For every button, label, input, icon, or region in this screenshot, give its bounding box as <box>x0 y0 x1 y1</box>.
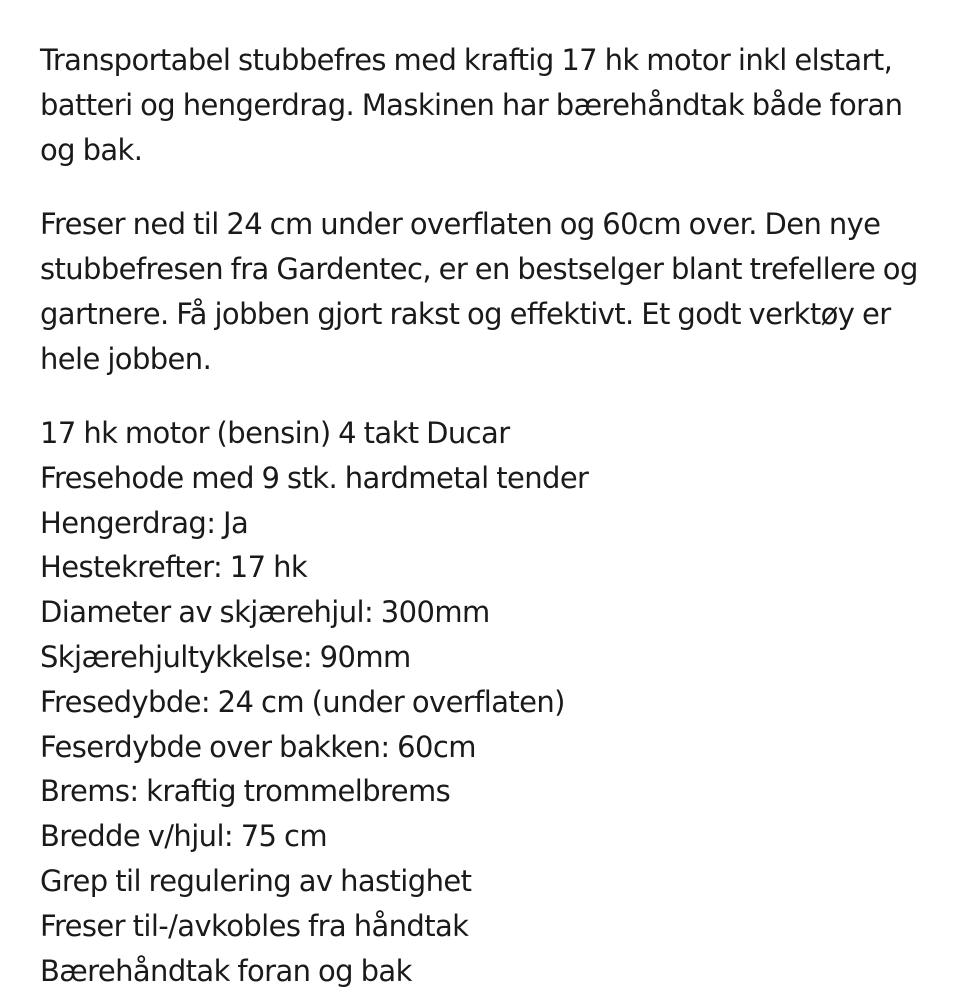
spec-item: Freser til-/avkobles fra håndtak <box>40 908 469 943</box>
description-paragraph-intro: Transportabel stubbefres med kraftig 17 hk motor inkl elstart, batteri og hengerdrag. Maskinen har bærehåndtak både foran og bak. <box>40 43 903 167</box>
spec-item: Hestekrefter: 17 hk <box>40 550 308 585</box>
spec-item: Bredde v/hjul: 75 cm <box>40 819 328 854</box>
spec-item: Brems: kraftig trommelbrems <box>40 774 451 809</box>
spec-item: Grep til regulering av hastighet <box>40 863 472 898</box>
spec-item: Bærehåndtak foran og bak <box>40 953 412 988</box>
spec-item: Feserdybde over bakken: 60cm <box>40 729 476 764</box>
spec-item: Hengerdrag: Ja <box>40 505 249 540</box>
spec-item: 17 hk motor (bensin) 4 takt Ducar <box>40 416 510 450</box>
product-description <box>40 38 940 993</box>
spec-item: Fresedybde: 24 cm (under overflaten) <box>40 684 565 719</box>
spec-item: Fresehode med 9 stk. hardmetal tender <box>40 460 589 495</box>
description-paragraph-details: Freser ned til 24 cm under overflaten og 60cm over. Den nye stubbefresen fra Gardentec, er en bestselger blant trefellere og gartnere. Få jobben gjort rakst og effektivt. Et godt verktøy er hele jobben. <box>40 207 918 376</box>
spec-item: Skjærehjultykkelse: 90mm <box>40 639 411 674</box>
spec-list <box>40 411 940 993</box>
spec-item: Diameter av skjærehjul: 300mm <box>40 595 490 630</box>
